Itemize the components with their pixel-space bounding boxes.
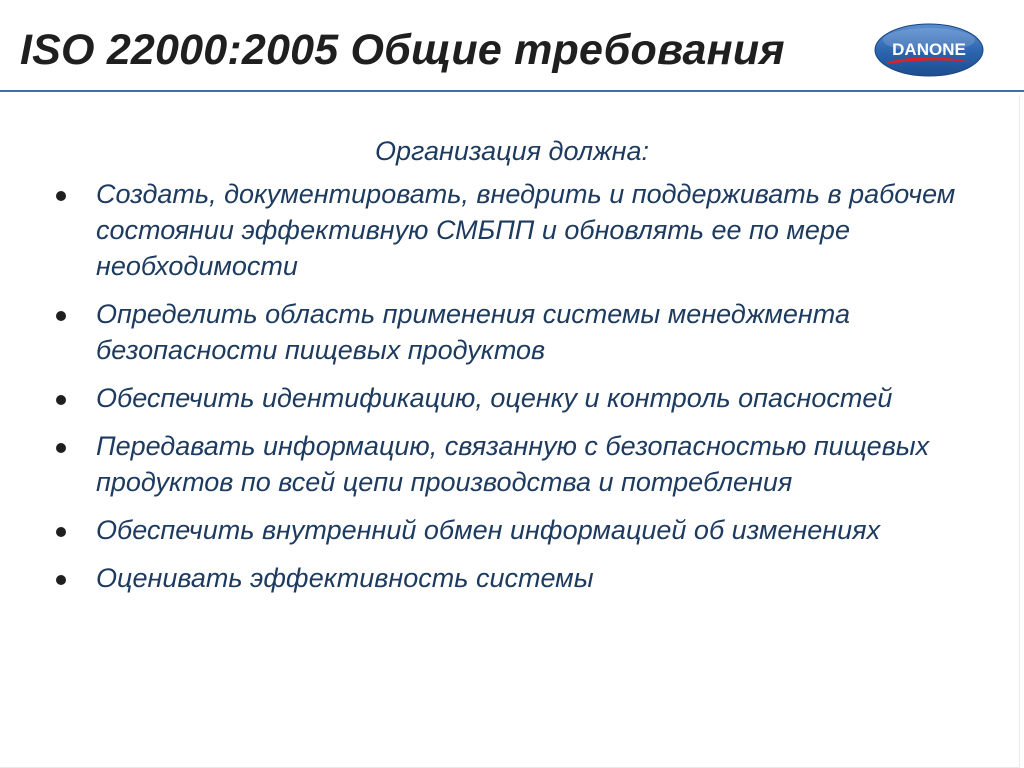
bullet-dot-icon <box>56 395 66 405</box>
bullet-item <box>56 512 976 548</box>
bullet-text: Передавать информацию, связанную с безопасностью пищевых продуктов по всей цепи производства и потребления <box>96 431 930 497</box>
bullet-list <box>56 176 976 608</box>
title-divider <box>0 90 1024 92</box>
bullet-item <box>56 380 976 416</box>
bullet-item <box>56 296 976 368</box>
bullet-dot-icon <box>56 575 66 585</box>
bullet-dot-icon <box>56 527 66 537</box>
danone-logo <box>873 22 985 82</box>
intro-text: Организация должна: <box>374 136 650 166</box>
bullet-dot-icon <box>56 311 66 321</box>
bullet-dot-icon <box>56 443 66 453</box>
bullet-item <box>56 428 976 500</box>
logo-text: DANONE <box>892 40 966 59</box>
bullet-text: Оценивать эффективность системы <box>96 563 594 593</box>
bullet-text: Обеспечить внутренний обмен информацией об изменениях <box>96 515 881 545</box>
bullet-text: Определить область применения системы менеджмента безопасности пищевых продуктов <box>96 299 850 365</box>
bullet-item <box>56 176 976 284</box>
bullet-item <box>56 560 976 596</box>
slide-title: ISO 22000:2005 Общие требования <box>20 26 785 74</box>
bullet-text: Обеспечить идентификацию, оценку и контроль опасностей <box>96 383 893 413</box>
bullet-text: Создать, документировать, внедрить и поддерживать в рабочем состоянии эффективную СМБПП и обновлять ее по мере необходимости <box>96 179 956 281</box>
bullet-dot-icon <box>56 191 66 201</box>
